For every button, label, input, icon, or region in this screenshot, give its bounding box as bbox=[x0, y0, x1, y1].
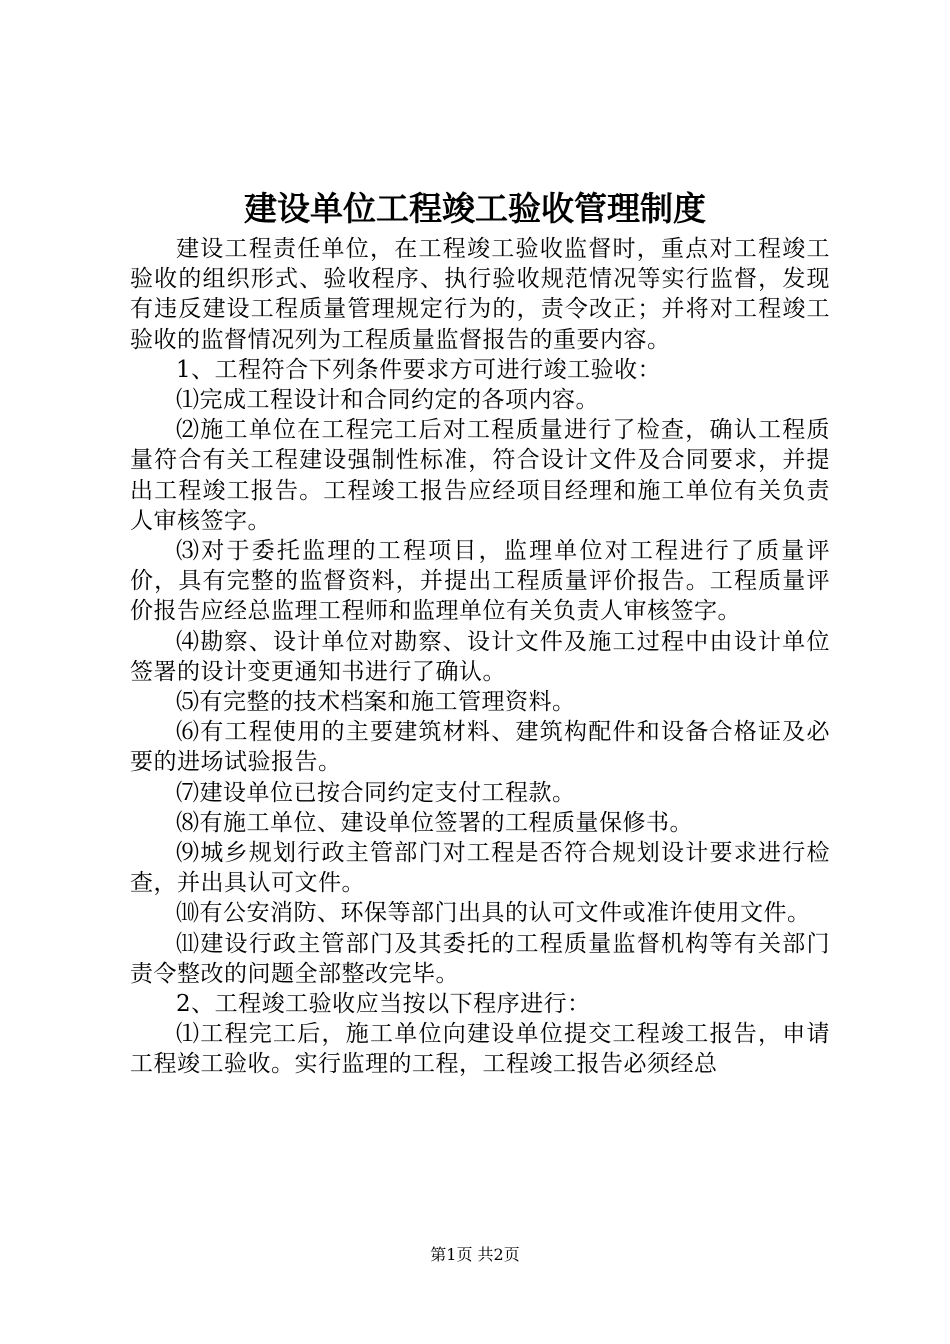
document-body bbox=[130, 234, 830, 1080]
list-item: ⑺建设单位已按合同约定支付工程款。 bbox=[176, 779, 576, 806]
list-item: ⑹有工程使用的主要建筑材料、建筑构配件和设备合格证及必要的进场试验报告。 bbox=[130, 719, 830, 776]
list-item: ⑵施工单位在工程完工后对工程质量进行了检查，确认工程质量符合有关工程建设强制性标准，符合设计文件及合同要求，并提出工程竣工报告。工程竣工报告应经项目经理和施工单位有关负责人审核签字。 bbox=[130, 417, 830, 534]
list-item: ⑻有施工单位、建设单位签署的工程质量保修书。 bbox=[176, 809, 693, 836]
list-item: ⑴完成工程设计和合同约定的各项内容。 bbox=[176, 387, 599, 414]
page-number-footer: 第1页 共2页 bbox=[430, 1245, 520, 1264]
list-item: ⑶对于委托监理的工程项目，监理单位对工程进行了质量评价，具有完整的监督资料，并提出工程质量评价报告。工程质量评价报告应经总监理工程师和监理单位有关负责人审核签字。 bbox=[130, 538, 830, 625]
document-title: 建设单位工程竣工验收管理制度 bbox=[244, 189, 706, 228]
section-heading-1: 1、工程符合下列条件要求方可进行竣工验收： bbox=[176, 356, 662, 383]
list-item: ⑸有完整的技术档案和施工管理资料。 bbox=[176, 689, 576, 716]
paragraph-intro: 建设工程责任单位，在工程竣工验收监督时，重点对工程竣工验收的组织形式、验收程序、执行验收规范情况等实行监督，发现有违反建设工程质量管理规定行为的，责令改正；并将对工程竣工验收的监督情况列为工程质量监督报告的重要内容。 bbox=[130, 236, 830, 353]
list-item: ⑽有公安消防、环保等部门出具的认可文件或准许使用文件。 bbox=[176, 900, 811, 927]
list-item: ⑷勘察、设计单位对勘察、设计文件及施工过程中由设计单位签署的设计变更通知书进行了确认。 bbox=[130, 628, 830, 685]
list-item: ⑾建设行政主管部门及其委托的工程质量监督机构等有关部门责令整改的问题全部整改完毕。 bbox=[130, 930, 830, 987]
list-item: ⑼城乡规划行政主管部门对工程是否符合规划设计要求进行检查，并出具认可文件。 bbox=[130, 840, 830, 897]
section-heading-2: 2、工程竣工验收应当按以下程序进行： bbox=[176, 991, 591, 1018]
list-item: ⑴工程完工后，施工单位向建设单位提交工程竣工报告，申请工程竣工验收。实行监理的工程，工程竣工报告必须经总 bbox=[130, 1021, 830, 1078]
